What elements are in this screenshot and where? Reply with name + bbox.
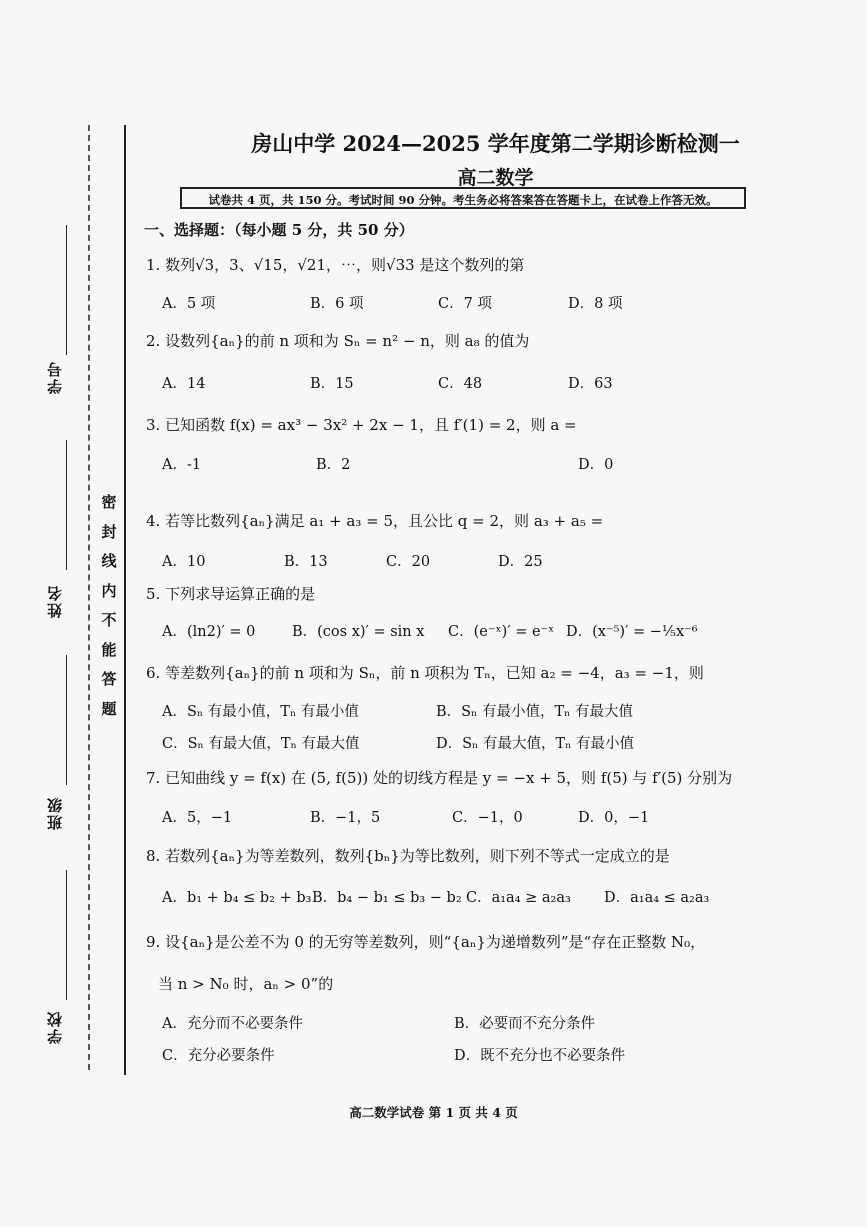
question-8-stem: 8. 若数列{aₙ}为等差数列，数列{bₙ}为等比数列，则下列不等式一定成立的是: [146, 847, 670, 865]
exam-subject: 高二数学: [457, 167, 534, 189]
seal-char: 封: [101, 522, 117, 541]
q5-option-b: B．(cos x)′ = sin x: [292, 624, 425, 640]
exam-title: 房山中学 2024—2025 学年度第二学期诊断检测一: [251, 131, 740, 156]
q8-option-d: D．a₁a₄ ≤ a₂a₃: [604, 890, 710, 906]
seal-char: 内: [101, 581, 117, 600]
seal-char: 答: [101, 670, 117, 688]
q6-option-a: A．Sₙ 有最小值，Tₙ 有最小值: [162, 704, 359, 720]
q3-option-d: D．0: [578, 457, 614, 473]
q5-option-c: C．(e⁻ˣ)′ = e⁻ˣ: [448, 624, 555, 640]
q9-option-b: B．必要而不充分条件: [454, 1016, 596, 1032]
q1-option-a: A．5 项: [162, 296, 216, 312]
question-7-stem: 7. 已知曲线 y = f(x) 在 (5, f(5)) 处的切线方程是 y = −x + 5，则 f(5) 与 f′(5) 分别为: [146, 769, 733, 787]
seal-notice: [99, 488, 119, 724]
question-3-stem: 3. 已知函数 f(x) = ax³ − 3x² + 2x − 1，且 f′(1) = 2，则 a =: [146, 416, 577, 434]
q2-option-d: D．63: [568, 376, 613, 392]
q4-option-a: A．10: [162, 554, 206, 570]
fold-dashed-line: [88, 125, 90, 1070]
question-5-stem: 5. 下列求导运算正确的是: [146, 585, 316, 603]
q9-option-c: C．充分必要条件: [162, 1048, 275, 1064]
q5-option-d: D．(x⁻⁵)′ = −⅕x⁻⁶: [566, 624, 698, 640]
question-9-stem-continued: 当 n > N₀ 时，aₙ > 0”的: [158, 975, 334, 993]
q3-option-a: A．-1: [162, 457, 202, 473]
name-rule: [66, 440, 67, 570]
q6-option-b: B．Sₙ 有最小值，Tₙ 有最大值: [436, 704, 634, 720]
q6-option-d: D．Sₙ 有最大值，Tₙ 有最小值: [436, 736, 634, 752]
question-4-stem: 4. 若等比数列{aₙ}满足 a₁ + a₃ = 5，且公比 q = 2，则 a₃ + a₅ =: [146, 512, 604, 530]
binding-solid-line: [124, 125, 126, 1075]
seal-char: 密: [101, 493, 117, 511]
seal-char: 题: [101, 699, 117, 718]
q7-option-b: B．−1，5: [310, 810, 381, 826]
student-id-label: 学号: [46, 360, 64, 394]
class-label: 班级: [46, 796, 64, 830]
section-title: 一、选择题：（每小题 5 分，共 50 分）: [144, 221, 414, 239]
school-rule: [66, 870, 67, 1000]
q1-option-d: D．8 项: [568, 296, 623, 312]
q1-option-b: B．6 项: [310, 296, 364, 312]
q9-option-a: A．充分而不必要条件: [162, 1016, 303, 1032]
q2-option-c: C．48: [438, 376, 483, 392]
q4-option-b: B．13: [284, 554, 328, 570]
q8-option-a: A．b₁ + b₄ ≤ b₂ + b₃: [162, 890, 312, 906]
q7-option-c: C．−1，0: [452, 810, 523, 826]
seal-char: 线: [101, 552, 117, 570]
q2-option-b: B．15: [310, 376, 354, 392]
q7-option-d: D．0，−1: [578, 810, 650, 826]
q6-option-c: C．Sₙ 有最大值，Tₙ 有最大值: [162, 736, 360, 752]
question-2-stem: 2. 设数列{aₙ}的前 n 项和为 Sₙ = n² − n，则 a₈ 的值为: [146, 332, 530, 350]
q5-option-a: A．(ln2)′ = 0: [162, 624, 256, 640]
q4-option-c: C．20: [386, 554, 431, 570]
q7-option-a: A．5，−1: [162, 810, 233, 826]
q8-option-c: C．a₁a₄ ≥ a₂a₃: [466, 890, 571, 906]
seal-char: 不: [101, 611, 117, 629]
q4-option-d: D．25: [498, 554, 543, 570]
page-footer: 高二数学试卷 第 1 页 共 4 页: [349, 1105, 518, 1120]
q8-option-b: B．b₄ − b₁ ≤ b₃ − b₂: [312, 890, 462, 906]
q9-option-d: D．既不充分也不必要条件: [454, 1048, 626, 1064]
name-label: 姓名: [46, 584, 64, 618]
q3-option-b: B．2: [316, 457, 351, 473]
question-9-stem: 9. 设{aₙ}是公差不为 0 的无穷等差数列，则“{aₙ}为递增数列”是“存在正整数 N₀，: [146, 933, 706, 951]
exam-notice: 试卷共 4 页，共 150 分。考试时间 90 分钟。考生务必将答案答在答题卡上，在试卷上作答无效。: [180, 187, 746, 209]
question-6-stem: 6. 等差数列{aₙ}的前 n 项和为 Sₙ，前 n 项积为 Tₙ，已知 a₂ = −4，a₃ = −1，则: [146, 664, 704, 682]
class-rule: [66, 655, 67, 785]
question-1-stem: 1. 数列√3，3、√15，√21，⋯，则√33 是这个数列的第: [146, 256, 525, 274]
school-label: 学校: [46, 1010, 64, 1044]
q2-option-a: A．14: [162, 376, 206, 392]
q1-option-c: C．7 项: [438, 296, 492, 312]
student-id-rule: [66, 225, 67, 355]
seal-char: 能: [101, 640, 117, 659]
